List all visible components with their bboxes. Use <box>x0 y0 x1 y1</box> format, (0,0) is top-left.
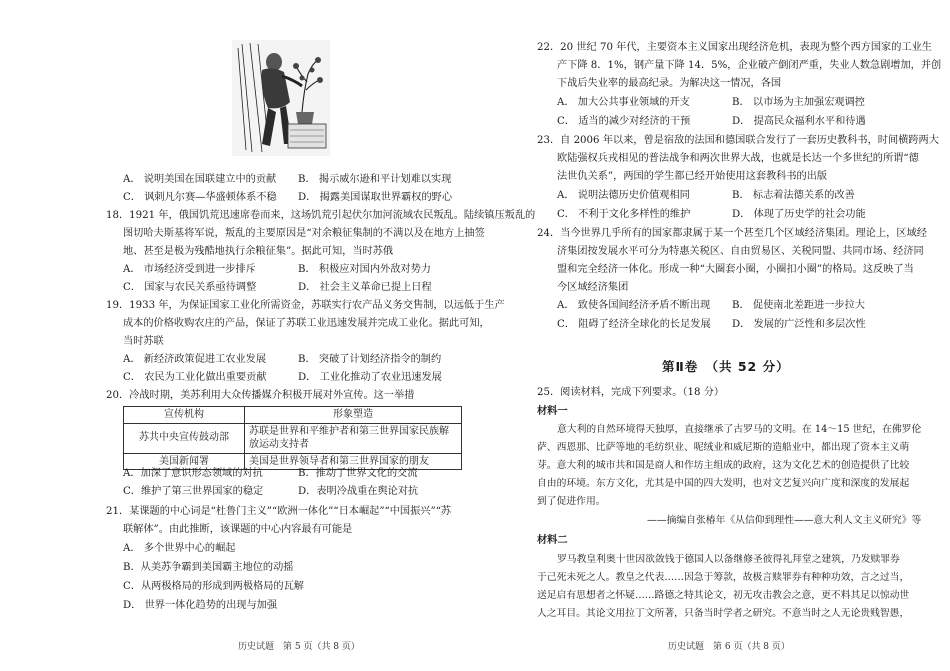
material-2-line-4: 人之耳目。其论文用拉丁文所著，只备当时学者之研究。不意当时之人无论贵贱智愚， <box>537 608 910 619</box>
q21-stem-line-2: 联解体”。由此推断，该课题的中心内容最有可能是 <box>123 524 353 535</box>
q24-stem-line-4: 今区域经济集团 <box>557 282 629 293</box>
table-row <box>124 423 462 453</box>
q19-option-d: D． 工业化推动了农业迅速发展 <box>298 372 442 383</box>
page-footer-right: 历史试题 第 6 页（共 8 页） <box>668 642 790 652</box>
q24-stem-line-3: 盟和完全经济一体化。形成一种“大圈套小圈，小圈扣小圈”的格局。这反映了当 <box>557 264 914 275</box>
material-1-line-1: 意大利的自然环境得天独厚，直接继承了古罗马的文明。在 14～15 世纪，在佛罗伦 <box>557 424 922 435</box>
q17-options-row2 <box>123 190 452 206</box>
q22-option-d: D． 提高民众福利水平和待遇 <box>732 116 866 127</box>
material-2-line-3: 送足启有思想者之怀疑……路德之特其论文，初无攻击教会之意，更不料其足以惊动世 <box>537 590 910 601</box>
q20-option-c: C．维护了第三世界国家的稳定 <box>123 486 264 497</box>
q20-option-d: D．表明冷战重在舆论对抗 <box>298 486 419 497</box>
q21-stem-line-1: 21．某课题的中心词是“杜鲁门主义”“欧洲一体化”“日本崛起”“中国振兴”“苏 <box>106 506 452 517</box>
material-1-line-3: 芽。意大利的城市共和国是商人和作坊主组成的政府，这为文化艺术的创造提供了比较 <box>537 460 910 471</box>
q19-options-row2 <box>123 370 442 386</box>
q25-stem: 25．阅读材料，完成下列要求。（18 分） <box>537 387 725 398</box>
q24-options-row1 <box>557 298 865 314</box>
q22-options-row1 <box>557 95 865 111</box>
q18-stem-line-3: 地、甚至是极为残酷地执行余粮征集”。据此可知，当时苏俄 <box>123 246 394 257</box>
material-2-line-1: 罗马教皇利奥十世因欲敛钱于德国人以备继修圣彼得礼拜堂之建筑，乃发赎罪券 <box>557 554 900 565</box>
q18-option-d: D． 社会主义革命已提上日程 <box>298 282 432 293</box>
q19-option-b: B． 突破了计划经济指令的制约 <box>298 354 442 365</box>
table-cell: 苏联是世界和平维护者和第三世界国家民族解放运动支持者 <box>245 423 462 453</box>
q23-stem-line-2: 欧陆强权兵戎相见的普法战争和两次世界大战，也就是长达一个多世纪的所谓“德 <box>557 153 919 164</box>
q22-option-b: B． 以市场为主加强宏观调控 <box>732 97 865 108</box>
material-1-source: ——摘编自张椿年《从信仰到理性——意大利人文主义研究》等 <box>647 515 922 526</box>
q18-option-c: C． 国家与农民关系亟待调整 <box>123 282 257 293</box>
q19-stem-line-1: 19．1933 年，为保证国家工业化所需资金，苏联实行农产品义务交售制，以远低于生产 <box>106 300 505 311</box>
page-footer-left: 历史试题 第 5 页（共 8 页） <box>238 642 360 652</box>
q17-option-d: D． 揭露美国谋取世界霸权的野心 <box>298 192 453 203</box>
q17-option-c: C． 讽刺凡尔赛—华盛顿体系不稳 <box>123 192 277 203</box>
q18-options-row1 <box>123 262 431 278</box>
q20-option-b: B．推动了世界文化的交流 <box>298 468 418 479</box>
q18-options-row2 <box>123 280 432 296</box>
q20-stem: 20．冷战时期，美苏利用大众传播媒介积极开展对外宣传。这一举措 <box>106 390 415 401</box>
q17-options-row1 <box>123 172 451 188</box>
q24-option-a: A． 致使各国间经济矛盾不断出现 <box>557 300 711 311</box>
q22-stem-line-1: 22．20 世纪 70 年代，主要资本主义国家出现经济危机，表现为整个西方国家的工业生 <box>537 42 932 53</box>
q20-option-a: A．加深了意识形态领域的对抗 <box>123 468 263 479</box>
q17-option-a: A． 说明美国在国联建立中的贡献 <box>123 174 277 185</box>
propaganda-table <box>123 406 462 470</box>
q24-option-d: D． 发展的广泛性和多层次性 <box>732 319 866 330</box>
q23-stem-line-1: 23．自 2006 年以来，曾是宿敌的法国和德国联合发行了一套历史教科书，时间横跨两大 <box>537 135 939 146</box>
table-cell: 苏共中央宣传鼓动部 <box>124 423 245 453</box>
q21-option-a: A． 多个世界中心的崛起 <box>123 543 236 554</box>
q19-option-a: A． 新经济政策促进工农业发展 <box>123 354 267 365</box>
table-cell: 美国新闻署 <box>124 453 245 470</box>
q22-option-c: C． 适当的减少对经济的干预 <box>557 116 691 127</box>
q19-stem-line-2: 成本的价格收购农庄的产品，保证了苏联工业迅速发展并完成工业化。据此可知， <box>123 318 490 329</box>
q24-options-row2 <box>557 317 866 333</box>
q23-options-row2 <box>557 207 866 223</box>
q23-options-row1 <box>557 188 855 204</box>
table-cell: 美国是世界领导者和第三世界国家的朋友 <box>245 453 462 470</box>
q18-option-a: A． 市场经济受到进一步排斥 <box>123 264 256 275</box>
q18-stem-line-2: 图切哈夫斯基将军说，叛乱的主要原因是“对余粮征集制的不满以及在地方上抽签 <box>123 228 485 239</box>
q19-options-row1 <box>123 352 441 368</box>
q23-option-a: A． 说明法德历史价值观相同 <box>557 190 690 201</box>
q21-option-d: D． 世界一体化趋势的出现与加强 <box>123 600 278 611</box>
material-1-line-2: 萨、西恩那、比萨等地的毛纺织业、呢绒业和威尼斯的造船业中，都出现了资本主义萌 <box>537 442 910 453</box>
material-1-label: 材料一 <box>537 406 568 417</box>
table-header-cell: 宣传机构 <box>124 407 245 424</box>
q24-stem-line-2: 济集团按发展水平可分为特惠关税区、自由贸易区、关税同盟、共同市场、经济同 <box>557 246 924 257</box>
section-title: 第Ⅱ卷 （共 52 分） <box>662 359 790 374</box>
q23-stem-line-3: 法世仇关系”，两国的学生都已经开始使用这套教科书的出版 <box>557 171 828 182</box>
q17-option-b: B． 揭示威尔逊和平计划难以实现 <box>298 174 452 185</box>
q22-stem-line-2: 产下降 8．1%，钢产量下降 14．5%，企业破产倒闭严重，失业人数急剧增加，并创 <box>557 60 942 71</box>
q24-option-c: C． 阻碍了经济全球化的长足发展 <box>557 319 711 330</box>
q23-option-d: D． 体现了历史学的社会功能 <box>732 209 866 220</box>
material-2-label: 材料二 <box>537 535 568 546</box>
q22-option-a: A． 加大公共事业领域的开支 <box>557 97 690 108</box>
table-header-row <box>124 407 462 424</box>
q19-stem-line-3: 当时苏联 <box>123 336 164 347</box>
q22-options-row2 <box>557 114 866 130</box>
material-1-line-4: 自由的环境。东方文化，尤其是中国的四大发明，也对文艺复兴向广度和深度的发展起 <box>537 478 910 489</box>
q23-option-c: C． 不利于文化多样性的维护 <box>557 209 691 220</box>
q20-options-row1 <box>123 466 418 482</box>
table-header-cell: 形象塑造 <box>245 407 462 424</box>
q22-stem-line-3: 下战后失业率的最高纪录。为解决这一情况，各国 <box>557 78 782 89</box>
q21-option-c: C．从两极格局的形成到两极格局的瓦解 <box>123 581 304 592</box>
q20-options-row2 <box>123 484 418 500</box>
material-1-line-5: 到了促进作用。 <box>537 496 606 507</box>
political-cartoon-image <box>232 40 330 156</box>
q23-option-b: B． 标志着法德关系的改善 <box>732 190 855 201</box>
material-2-line-2: 于己死未死之人。教皇之代表……因急于筹款，故极言赎罪券有种种功效，言之过当， <box>537 572 910 583</box>
q18-option-b: B． 积极应对国内外敌对势力 <box>298 264 431 275</box>
q18-stem-line-1: 18．1921 年，俄国饥荒迅速席卷而来，这场饥荒引起伏尔加河流域农民叛乱。陆续镇压叛乱的 <box>106 210 536 221</box>
q19-option-c: C． 农民为工业化做出重要贡献 <box>123 372 267 383</box>
q21-option-b: B．从美苏争霸到美国霸主地位的动摇 <box>123 562 294 573</box>
q24-option-b: B． 促使南北差距进一步拉大 <box>732 300 865 311</box>
q24-stem-line-1: 24．当今世界几乎所有的国家都隶属于某一个甚至几个区域经济集团。理论上，区域经 <box>537 228 927 239</box>
